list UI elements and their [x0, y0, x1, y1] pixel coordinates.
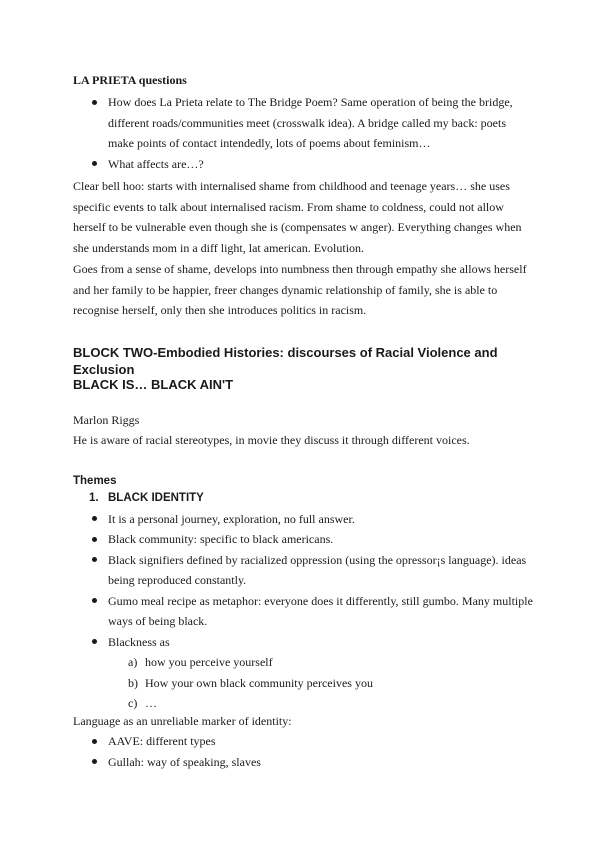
list-item: How does La Prieta relate to The Bridge Poem? Same operation of being the bridge, different roads/communities meet (crosswalk idea). A bridge called my back: poets make points of contact intendedly, lots of poems about feminism…	[73, 92, 533, 154]
riggs-name: Marlon Riggs	[73, 413, 140, 427]
list-item: It is a personal journey, exploration, no full answer.	[73, 509, 533, 530]
theme-item-label: BLACK IDENTITY	[108, 492, 204, 504]
themes-heading: Themes	[73, 475, 117, 487]
list-item: Black community: specific to black americans.	[73, 529, 533, 550]
language-bullet-list	[73, 731, 533, 772]
sub-list-item	[73, 673, 533, 694]
list-item: Black signifiers defined by racialized oppression (using the opressor¡s language). ideas being reproduced constantly.	[73, 550, 533, 591]
list-item: What affects are…?	[73, 154, 533, 175]
sub-list-item	[73, 652, 533, 673]
themes-list	[73, 488, 533, 714]
blackness-sub-list	[73, 652, 533, 714]
la-prieta-paragraph-1: Clear bell hoo: starts with internalised shame from childhood and teenage years… she uses specific events to talk about internalised racism. From shame to coldness, could not allow herself to be vulnerable even though she is (compensates w anger). Everything changes when she understands mom in a diff light, lat american. Evolution.	[73, 179, 522, 255]
theme-item-1	[73, 488, 533, 509]
language-intro: Language as an unreliable marker of identity:	[73, 714, 292, 728]
sub-list-text: …	[145, 696, 157, 710]
sub-list-text: how you perceive yourself	[145, 655, 273, 669]
la-prieta-bullet-list	[73, 92, 533, 174]
list-item: AAVE: different types	[73, 731, 533, 752]
sub-list-letter: b)	[128, 675, 138, 690]
theme-item-number: 1.	[89, 492, 99, 504]
la-prieta-paragraph-2: Goes from a sense of shame, develops into numbness then through empathy she allows herself and her family to be happier, freer changes dynamic relationship of family, she is able to recognise herself, only then she introduces politics in racism.	[73, 262, 527, 317]
theme-bullet-list	[73, 509, 533, 653]
block-two-heading: BLOCK TWO-Embodied Histories: discourses of Racial Violence and Exclusion	[73, 345, 498, 377]
list-item: Blackness as	[73, 632, 533, 653]
block-two-subheading: BLACK IS… BLACK AIN'T	[73, 377, 234, 392]
sub-list-letter: c)	[128, 696, 138, 710]
sub-list-letter: a)	[128, 655, 138, 669]
sub-list-text: How your own black community perceives you	[145, 675, 373, 690]
list-item: Gullah: way of speaking, slaves	[73, 752, 533, 773]
la-prieta-title: LA PRIETA questions	[73, 73, 187, 87]
riggs-text: He is aware of racial stereotypes, in movie they discuss it through different voices.	[73, 433, 470, 447]
list-item: Gumo meal recipe as metaphor: everyone does it differently, still gumbo. Many multiple ways of being black.	[73, 591, 533, 632]
